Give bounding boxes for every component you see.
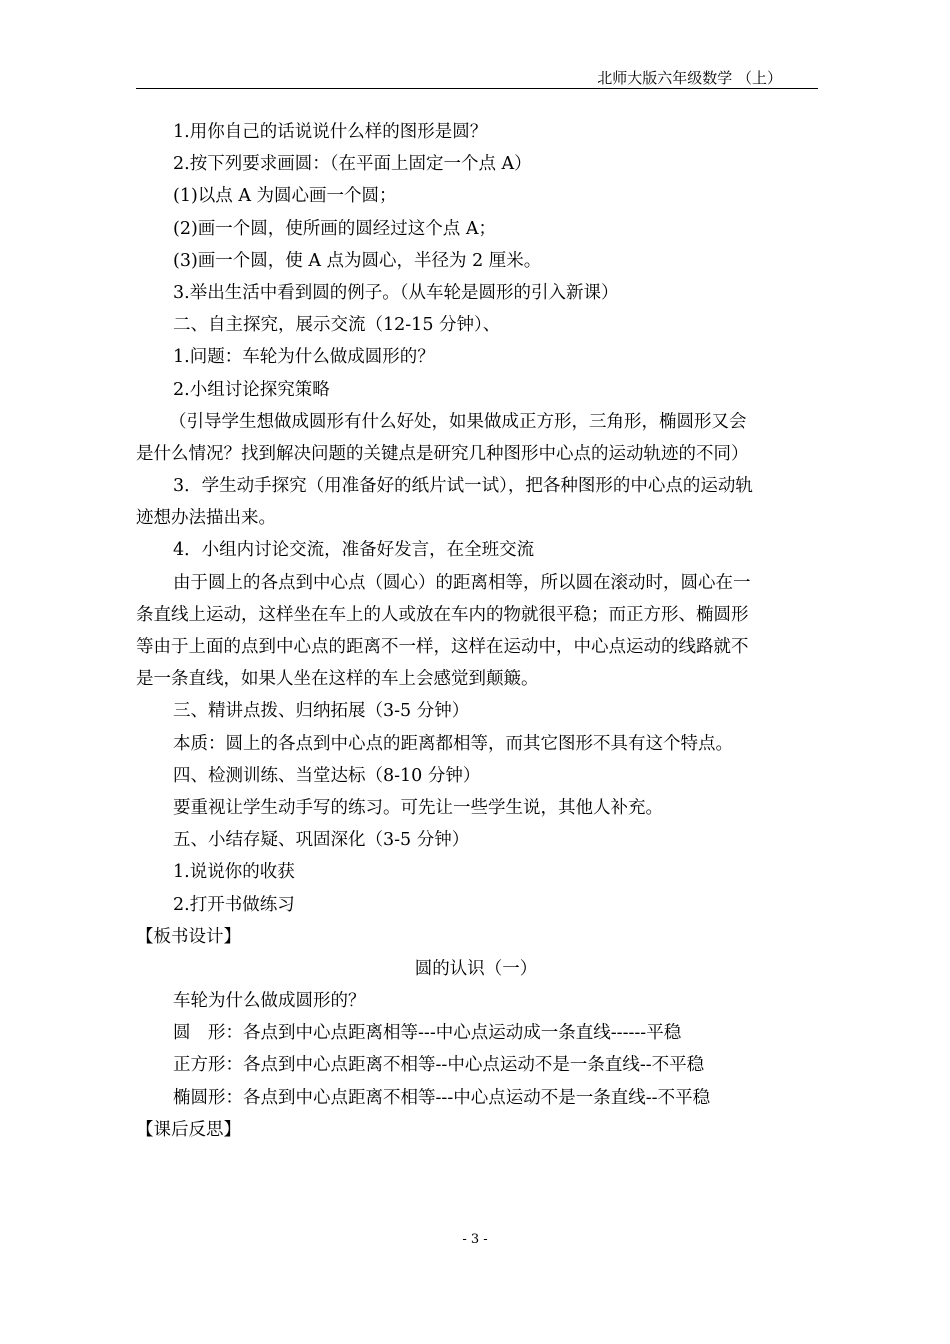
board-row: 正方形：各点到中心点距离不相等--中心点运动不是一条直线--不平稳 <box>173 1055 705 1076</box>
board-design-heading: 【板书设计】 <box>136 926 241 947</box>
text-line: 由于圆上的各点到中心点（圆心）的距离相等，所以圆在滚动时，圆心在一 <box>173 572 751 593</box>
text-line: 4．小组内讨论交流，准备好发言，在全班交流 <box>173 540 535 561</box>
section-heading: 二、自主探究，展示交流（12-15 分钟）、 <box>173 315 501 336</box>
text-line: (2)画一个圆，使所画的圆经过这个点 A； <box>173 218 496 239</box>
board-row: 椭圆形：各点到中心点距离不相等---中心点运动不是一条直线--不平稳 <box>173 1087 711 1108</box>
text-line: 车轮为什么做成圆形的？ <box>173 991 366 1012</box>
text-line: 要重视让学生动手写的练习。可先让一些学生说，其他人补充。 <box>173 797 663 818</box>
board-title: 圆的认识（一） <box>414 958 538 979</box>
section-heading: 三、精讲点拨、归纳拓展（3-5 分钟） <box>173 701 470 722</box>
text-line: 2.打开书做练习 <box>173 894 295 915</box>
text-line: 等由于上面的点到中心点的距离不一样，这样在运动中，中心点运动的线路就不 <box>136 637 749 657</box>
text-line: (1)以点 A 为圆心画一个圆； <box>173 186 397 207</box>
text-line: 1.用你自己的话说说什么样的图形是圆？ <box>173 122 488 142</box>
page-header <box>136 68 818 89</box>
text-line: 3．学生动手探究（用准备好的纸片试一试），把各种图形的中心点的运动轨 <box>173 476 753 497</box>
text-line: （引导学生想做成圆形有什么好处，如果做成正方形，三角形，椭圆形又会 <box>169 411 747 432</box>
text-line: 是一条直线，如果人坐在这样的车上会感觉到颠簸。 <box>136 669 539 690</box>
text-line: 2.小组讨论探究策略 <box>173 379 330 400</box>
text-line: 1.说说你的收获 <box>173 862 295 883</box>
board-row: 圆 形：各点到中心点距离相等---中心点运动成一条直线------平稳 <box>173 1023 682 1044</box>
document-body <box>136 116 816 1146</box>
text-line: 本质：圆上的各点到中心点的距离都相等，而其它图形不具有这个特点。 <box>173 733 733 754</box>
page-number: - 3 - <box>462 1232 488 1247</box>
text-line: 2.按下列要求画圆：（在平面上固定一个点 A） <box>173 154 532 175</box>
text-line: 条直线上运动，这样坐在车上的人或放在车内的物就很平稳；而正方形、椭圆形 <box>136 604 749 625</box>
text-line: 是什么情况？找到解决问题的关键点是研究几种图形中心点的运动轨迹的不同） <box>136 443 749 464</box>
text-line: (3)画一个圆，使 A 点为圆心，半径为 2 厘米。 <box>173 250 542 271</box>
text-line: 迹想办法描出来。 <box>136 508 276 529</box>
section-heading: 四、检测训练、当堂达标（8-10 分钟） <box>173 765 481 786</box>
text-line: 1.问题：车轮为什么做成圆形的？ <box>173 347 435 368</box>
text-line: 3.举出生活中看到圆的例子。（从车轮是圆形的引入新课） <box>173 282 619 303</box>
section-heading: 五、小结存疑、巩固深化（3-5 分钟） <box>173 830 470 851</box>
header-title: 北师大版六年级数学 （上） <box>597 69 782 87</box>
reflection-heading: 【课后反思】 <box>136 1119 241 1140</box>
